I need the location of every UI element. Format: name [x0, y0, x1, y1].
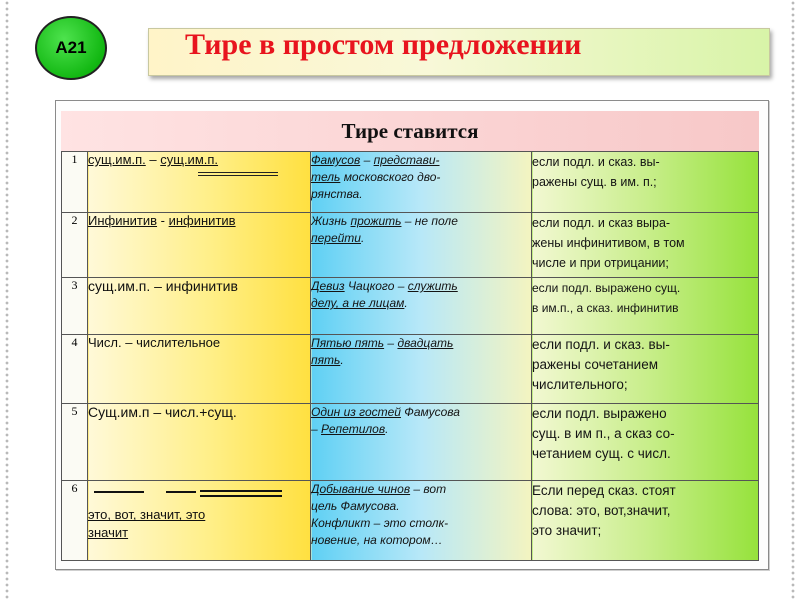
- pattern-part: Инфинитив: [88, 213, 158, 229]
- condition-cell: если подл. и сказ. вы- ражены сущ. в им. п.;: [532, 152, 759, 213]
- pattern-cell: [88, 213, 311, 278]
- right-border-dots: [790, 0, 796, 600]
- condition-cell: Если перед сказ. стоят слова: это, вот,значит, это значит;: [532, 481, 759, 561]
- pattern-dash: –: [150, 278, 166, 295]
- pattern-dash: -: [157, 213, 169, 229]
- pattern-words: это, вот, значит, это значит: [88, 507, 206, 541]
- example-text: –: [384, 336, 398, 351]
- row-number: 1: [62, 152, 88, 213]
- example-subject: Добывание чинов: [311, 482, 411, 497]
- table-row: [62, 213, 759, 278]
- pattern-cell: [88, 335, 311, 404]
- condition-cell: если подл. и сказ. вы- ражены сочетанием числительного;: [532, 335, 759, 404]
- row-number: 6: [62, 481, 88, 561]
- example-subject: Пятью пять: [311, 336, 385, 351]
- table-row: [62, 278, 759, 335]
- example-text: .: [360, 231, 365, 246]
- example-predicate: двадцать пять: [311, 336, 454, 368]
- condition-cell: если подл. и сказ выра- жены инфинитивом, в том числе и при отрицании;: [532, 213, 759, 278]
- row-number: 4: [62, 335, 88, 404]
- pattern-cell: [88, 481, 311, 561]
- condition-cell: если подл. выражено сущ. в им п., а сказ со- четанием сущ. с числ.: [532, 404, 759, 481]
- example-subject: прожить: [350, 214, 402, 229]
- example-text: – не поле: [404, 214, 458, 229]
- left-border-dots: [4, 0, 10, 600]
- pattern-part: Числ.: [88, 335, 122, 351]
- row-number: 5: [62, 404, 88, 481]
- pattern-dash: –: [149, 404, 166, 421]
- example-text: .: [404, 296, 408, 311]
- example-text: –: [360, 153, 374, 167]
- example-subject: Один из гостей: [311, 405, 401, 420]
- example-text: Фамусова –: [311, 405, 460, 437]
- example-cell: [311, 213, 532, 278]
- task-badge: А21: [35, 16, 107, 80]
- table-row: [62, 404, 759, 481]
- pattern-dash: –: [145, 152, 161, 167]
- pattern-cell: [88, 152, 311, 213]
- example-text: Чацкого –: [344, 279, 408, 294]
- example-predicate: Репетилов: [321, 422, 386, 437]
- table-row: [62, 335, 759, 404]
- example-cell: [311, 152, 532, 213]
- row-number: 2: [62, 213, 88, 278]
- example-predicate: служить делу, а не лицам: [311, 279, 458, 311]
- example-predicate: перейти: [311, 231, 361, 246]
- example-text: московского дво- рянства.: [311, 170, 441, 201]
- example-text: .: [385, 422, 389, 437]
- example-cell: [311, 404, 532, 481]
- underline-scheme: [88, 483, 310, 503]
- example-predicate: представи- тель: [311, 153, 440, 184]
- predicate-double-underline: [198, 175, 278, 176]
- pattern-part: сущ.им.п.: [88, 152, 146, 167]
- pattern-cell: [88, 404, 311, 481]
- pattern-part: инфинитив: [168, 213, 236, 229]
- pattern-part: сущ.им.п.: [160, 152, 219, 167]
- example-subject: Фамусов: [311, 153, 361, 167]
- table-header: Тире ставится: [61, 111, 759, 151]
- condition-cell: если подл. выражено сущ. в им.п., а сказ. инфинитив: [532, 278, 759, 335]
- pattern-part: числ.+сущ.: [165, 404, 237, 421]
- rules-table: [61, 151, 759, 561]
- example-text: Жизнь: [311, 214, 351, 229]
- example-cell: [311, 335, 532, 404]
- example-text: – вот цель Фамусова. Конфликт – это столк- новение, на котором…: [311, 482, 449, 548]
- pattern-part: инфинитив: [165, 278, 238, 295]
- page-title: Тире в простом предложении: [185, 28, 582, 61]
- example-text: .: [340, 353, 344, 368]
- example-cell: [311, 481, 532, 561]
- predicate-double-underline: [198, 172, 278, 173]
- example-cell: [311, 278, 532, 335]
- pattern-part: Сущ.им.п: [88, 404, 150, 421]
- row-number: 3: [62, 278, 88, 335]
- table-row: [62, 152, 759, 213]
- pattern-dash: –: [121, 335, 137, 351]
- pattern-cell: [88, 278, 311, 335]
- table-row: [62, 481, 759, 561]
- example-subject: Девиз: [311, 279, 345, 294]
- pattern-part: числительное: [136, 335, 221, 351]
- pattern-part: сущ.им.п.: [88, 278, 151, 295]
